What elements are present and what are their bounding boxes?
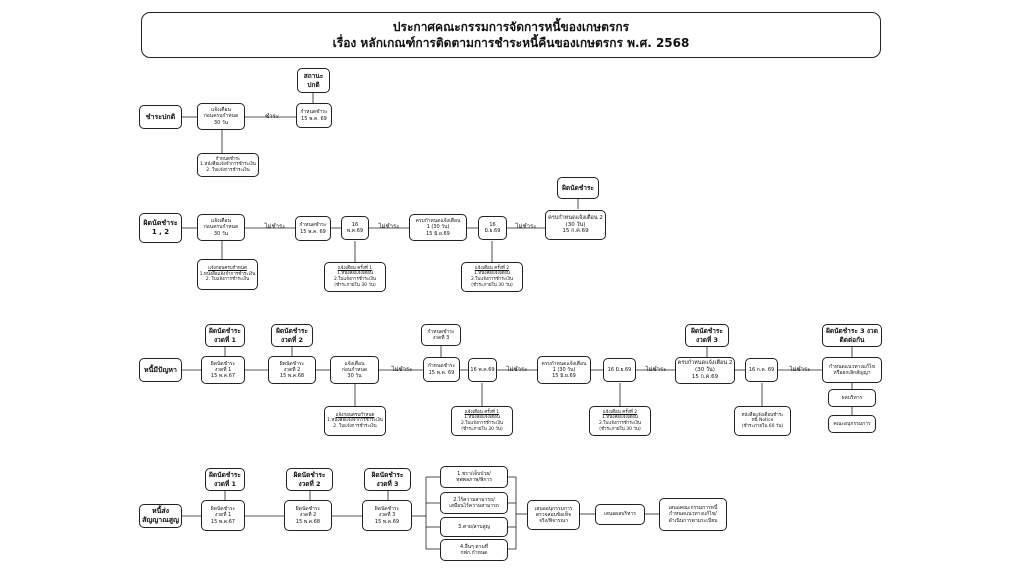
row4-label: หนี้ส่งสัญญาณสูญ (139, 504, 182, 528)
row2-note2-text: 1.หนังสือแจ้งเตือน 2.ใบแจ้งการชำระเงิน (ชำระภายใน 30 วัน) (471, 271, 513, 288)
row2-remind1-box: ครบกำหนดแจ้งเตือน 1 (30 วัน) 15 มิ.ย.69 (409, 214, 467, 241)
row1-notice-box: แจ้งเตือน ก่อนครบกำหนด 30 วัน (197, 103, 245, 130)
row3-date1-box: 16 พ.ค.69 (468, 358, 497, 382)
row3-inst1-box: ผิดนัดชำระ งวดที่ 1 15 พ.ค.67 (201, 356, 245, 384)
row3-note1-text: 1.หนังสือแจ้งเตือน 2.ใบแจ้งการชำระเงิน (ชำระภายใน 30 วัน) (461, 415, 503, 432)
row2-note1-box (324, 262, 386, 292)
row3-note-notice-text: 1.หนังสือแจ้งจำการชำระเงิน 2. ใบแจ้งการชำระเงิน (327, 418, 383, 429)
row3-note1-box (451, 406, 513, 436)
row4-propose1-box: เสนออนุกรรมการ ตรวจสอบข้อเท็จ จริง/พิจารณา (527, 500, 580, 530)
row2-note1-text: 1.หนังสือแจ้งเตือน 2.ใบแจ้งการชำระเงิน (ชำระภายใน 30 วัน) (334, 271, 376, 288)
row4-reason-4: 4.อื่นๆ ตามที่ กฟก.กำหนด (440, 539, 508, 561)
row2-nopay-label-2: ไม่ชำระ (378, 223, 400, 230)
row3-action-box: กำหนดแนวทางแก้ไข หรือยกเลิกสัญญา (822, 357, 882, 383)
row2-due-box: กำหนดชำระ 15 พ.ค. 69 (295, 216, 331, 241)
row4-inst2-box: ผิดนัดชำระ งวดที่ 2 15 พ.ค.68 (284, 500, 332, 531)
row3-date2-box: 16 มิ.ย.69 (603, 358, 636, 382)
row2-date2-box: 16 มิ.ย.69 (478, 216, 507, 240)
row4-reason-3: 3.ตาย/สาบสูญ (440, 517, 508, 537)
row3-due-box: กำหนดชำระ 15 พ.ค. 69 (423, 357, 460, 382)
row4-inst1-box: ผิดนัดชำระ งวดที่ 1 15 พ.ค.67 (201, 500, 245, 531)
row2-label: ผิดนัดชำระ 1 , 2 (139, 213, 182, 243)
row3-notice-box: แจ้งเตือน ก่อนกำหนด 30 วัน (330, 356, 379, 384)
row4-reason-1: 1.ชรา/เจ็บป่วย/ ทุพพลภาพ/พิการ (440, 466, 508, 488)
row3-remind2-box: ครบกำหนดแจ้งเตือน 2 (30 วัน) 15 ก.ค.69 (675, 357, 735, 384)
row2-nopay-label-3: ไม่ชำระ (515, 223, 537, 230)
row2-note1-title: แจ้งเตือน ครั้งที่ 1 (337, 265, 373, 271)
row3-mgmt-box: ผลบริหาร (828, 389, 876, 407)
row3-nopay-label-1: ไม่ชำระ (391, 366, 413, 373)
title-line-2: เรื่อง หลักเกณฑ์การติดตามการชำระหนี้คืนของเกษตรกร พ.ศ. 2568 (332, 36, 690, 50)
row2-date1-box: 16 พ.ค.69 (341, 216, 369, 240)
row4-reason-2: 2.ไร้ความสามารถ/ เสมือนไร้ความสามารถ (440, 492, 508, 514)
row3-note2-title: แจ้งเตือน ครั้งที่ 2 (602, 409, 638, 415)
row2-note-notice-box (197, 259, 258, 290)
row3-remind1-box: ครบกำหนดแจ้งเตือน 1 (30 วัน) 15 มิ.ย.69 (537, 356, 591, 384)
row3-header-1: ผิดนัดชำระ งวดที่ 1 (205, 324, 245, 347)
row4-final-box: เสนอคณะกรรมการหนี้ กำหนดแนวทางแก้ไข/ ดำเนินการตามระเบียบ (659, 498, 727, 531)
row1-action-label: ชำระ (265, 113, 279, 120)
row4-header-3: ผิดนัดชำระ งวดที่ 3 (364, 468, 411, 491)
row3-note1-title: แจ้งเตือน ครั้งที่ 1 (464, 409, 500, 415)
row4-propose2-box: เสนอผลบริหาร (595, 504, 645, 525)
row2-note2-title: แจ้งเตือน ครั้งที่ 2 (474, 265, 510, 271)
row3-note-notice-box (324, 406, 386, 436)
row3-header-4: ผิดนัดชำระ 3 งวด ติดต่อกัน (822, 324, 882, 347)
row3-nopay-label-3: ไม่ชำระ (645, 366, 667, 373)
row3-note2-box (589, 406, 651, 436)
row3-note-notice-title: แจ้งก่อนครบกำหนด (335, 412, 375, 418)
row1-due-box: กำหนดชำระ 15 พ.ค. 69 (296, 103, 332, 128)
row2-note2-box (461, 262, 523, 292)
row3-note2-text: 1.หนังสือแจ้งเตือน 2.ใบแจ้งการชำระเงิน (ชำระภายใน 30 วัน) (599, 415, 641, 432)
row3-note3-box: หนังสือแจ้งเตือนชำระ หนี้ Notice (ชำระภายใน 60 วัน) (734, 406, 791, 436)
row3-inst2-box: ผิดนัดชำระ งวดที่ 2 15 พ.ค.68 (268, 356, 316, 384)
row4-inst3-box: ผิดนัดชำระ งวดที่ 3 15 พ.ค.69 (362, 500, 412, 531)
row2-note-notice-title: แจ้งก่อนครบกำหนด (208, 266, 247, 272)
row2-remind2-box: ครบกำหนดแจ้งเตือน 2 (30 วัน) 15 ก.ค.69 (545, 210, 606, 240)
row3-nopay-label-2: ไม่ชำระ (506, 366, 528, 373)
row4-header-2: ผิดนัดชำระ งวดที่ 2 (286, 468, 333, 491)
row2-status-box: ผิดนัดชำระ (557, 177, 599, 199)
row2-nopay-label-1: ไม่ชำระ (264, 223, 286, 230)
row3-nopay-label-4: ไม่ชำระ (789, 366, 811, 373)
row3-header-2: ผิดนัดชำระ งวดที่ 2 (271, 324, 313, 347)
title-line-1: ประกาศคณะกรรมการจัดการหนี้ของเกษตรกร (392, 20, 630, 34)
row3-header-3: ผิดนัดชำระ งวดที่ 3 (685, 324, 729, 347)
row2-note-notice-text: 1.หนังสือแจ้งจำการชำระเงิน 2. ใบแจ้งการชำระเงิน (199, 271, 256, 283)
row1-label: ชำระปกติ (139, 105, 182, 129)
row3-date3-box: 16 ก.ค. 69 (745, 358, 778, 382)
row2-notice-box: แจ้งเตือน ก่อนครบกำหนด 30 วัน (197, 214, 245, 241)
row4-header-1: ผิดนัดชำระ งวดที่ 1 (205, 468, 245, 491)
row3-committee-box: คณะอนุกรรมการ (828, 415, 876, 433)
row3-label: หนี้มีปัญหา (139, 358, 182, 382)
row1-note-box: กำหนดชำระ 1.หนังสือแจ้งจำการชำระเงิน 2. ใบแจ้งการชำระเงิน (197, 153, 259, 177)
row1-status-box: สถานะ ปกติ (297, 68, 330, 93)
row3-inst3-box: กำหนดชำระ งวดที่ 3 (421, 324, 461, 346)
